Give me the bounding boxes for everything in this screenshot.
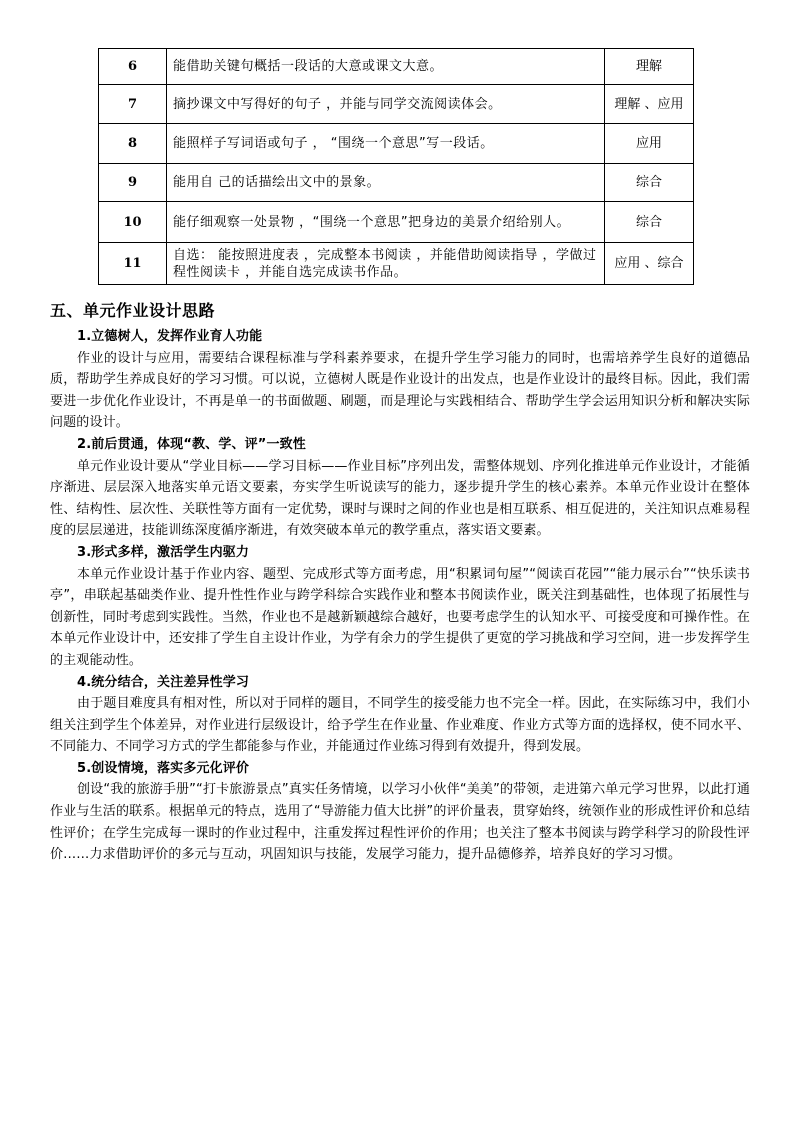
subsection-heading: 4.统分结合，关注差异性学习 bbox=[77, 674, 250, 690]
table-row bbox=[99, 164, 694, 202]
paragraph bbox=[50, 456, 750, 542]
row-number: 11 bbox=[99, 243, 167, 285]
row-number: 8 bbox=[99, 124, 167, 164]
table-row bbox=[99, 124, 694, 164]
paragraph-text: 本单元作业设计基于作业内容、题型、完成形式等方面考虑，用“积累词句屋”“阅读百花园”“能力展示台”“快乐读书亭”，串联起基础类作业、提升性性作业与跨学科综合实践作业和整本书阅读作业，既关注到基础性，也体现了拓展性与创新性，同时考虑到实践性。当然，作业也不是越新颖越综合越好，也要考虑学生的认知水平、可接受度和可操作性。在本单元作业设计中，还安排了学生自主设计作业，为学有余力的学生提供了更宽的学习挑战和学习空间，进一步发挥学生的主观能动性。 bbox=[50, 566, 750, 668]
row-level: 综合 bbox=[605, 202, 694, 243]
row-description: 摘抄课文中写得好的句子 ，并能与同学交流阅读体会。 bbox=[167, 85, 605, 124]
learning-goals-table bbox=[98, 48, 694, 285]
table-row bbox=[99, 85, 694, 124]
subsection-heading: 3.形式多样，激活学生内驱力 bbox=[77, 544, 250, 560]
row-description: 能借助关键句概括一段话的大意或课文大意。 bbox=[167, 49, 605, 85]
table-row bbox=[99, 202, 694, 243]
row-number: 9 bbox=[99, 164, 167, 202]
table-row bbox=[99, 243, 694, 285]
row-level: 理解 、应用 bbox=[605, 85, 694, 124]
paragraph bbox=[50, 348, 750, 434]
paragraph-text: 创设“我的旅游手册”“打卡旅游景点”真实任务情境，以学习小伙伴“美美”的带领，走进第六单元学习世界，以此打通作业与生活的联系。根据单元的特点，选用了“导游能力值大比拼”的评价量表，贯穿始终，统领作业的形成性评价和总结性评价；在学生完成每一课时的作业过程中，注重发挥过程性评价的作用；也关注了整本书阅读与跨学科学习的阶段性评价……力求借助评价的多元与互动，巩固知识与技能，发展学习能力，提升品德修养，培养良好的学习习惯。 bbox=[50, 782, 750, 863]
row-level: 应用 bbox=[605, 124, 694, 164]
paragraph bbox=[50, 779, 750, 865]
section-title: 五、单元作业设计思路 bbox=[50, 301, 216, 320]
row-description: 能仔细观察一处景物 ，“围绕一个意思”把身边的美景介绍给别人。 bbox=[167, 202, 605, 243]
row-number: 10 bbox=[99, 202, 167, 243]
subsection-heading: 2.前后贯通，体现“教、学、评”一致性 bbox=[77, 436, 306, 452]
row-level: 应用 、综合 bbox=[605, 243, 694, 285]
subsection-heading: 5.创设情境，落实多元化评价 bbox=[77, 760, 250, 776]
paragraph-text: 作业的设计与应用，需要结合课程标准与学科素养要求，在提升学生学习能力的同时，也需培养学生良好的道德品质，帮助学生养成良好的学习习惯。可以说，立德树人既是作业设计的出发点，也是作业设计的最终目标。因此，我们需要进一步优化作业设计，不再是单一的书面做题、刷题，而是理论与实践相结合、帮助学生学会运用知识分析和解决实际问题的设计。 bbox=[50, 350, 750, 431]
paragraph bbox=[50, 564, 750, 672]
paragraph bbox=[50, 693, 750, 758]
row-description: 自选： 能按照进度表 ，完成整本书阅读 ，并能借助阅读指导 ，学做过程性阅读卡 ，并能自选完成读书作品。 bbox=[167, 243, 605, 285]
paragraph-text: 由于题目难度具有相对性，所以对于同样的题目，不同学生的接受能力也不完全一样。因此，在实际练习中，我们小组关注到学生个体差异，对作业进行层级设计，给予学生在作业量、作业难度、作业方式等方面的选择权，使不同水平、不同能力、不同学习方式的学生都能参与作业，并能通过作业练习得到有效提升，得到发展。 bbox=[50, 696, 750, 755]
table-row bbox=[99, 49, 694, 85]
row-number: 7 bbox=[99, 85, 167, 124]
subsection-heading: 1.立德树人，发挥作业育人功能 bbox=[77, 329, 263, 344]
row-level: 理解 bbox=[605, 49, 694, 85]
row-level: 综合 bbox=[605, 164, 694, 202]
section-body bbox=[50, 326, 750, 866]
row-number: 6 bbox=[99, 49, 167, 85]
row-description: 能用自 己的话描绘出文中的景象。 bbox=[167, 164, 605, 202]
row-description: 能照样子写词语或句子 ， “围绕一个意思”写一段话。 bbox=[167, 124, 605, 164]
paragraph-text: 单元作业设计要从“学业目标——学习目标——作业目标”序列出发，需整体规划、序列化推进单元作业设计，才能循序渐进、层层深入地落实单元语文要素，夯实学生听说读写的能力，逐步提升学生的核心素养。本单元作业设计在整体性、结构性、层次性、关联性等方面有一定优势，课时与课时之间的作业也是相互联系、相互促进的，关注知识点难易程度的层层递进，技能训练深度循序渐进，有效突破本单元的教学重点，落实语文要素。 bbox=[50, 458, 750, 539]
